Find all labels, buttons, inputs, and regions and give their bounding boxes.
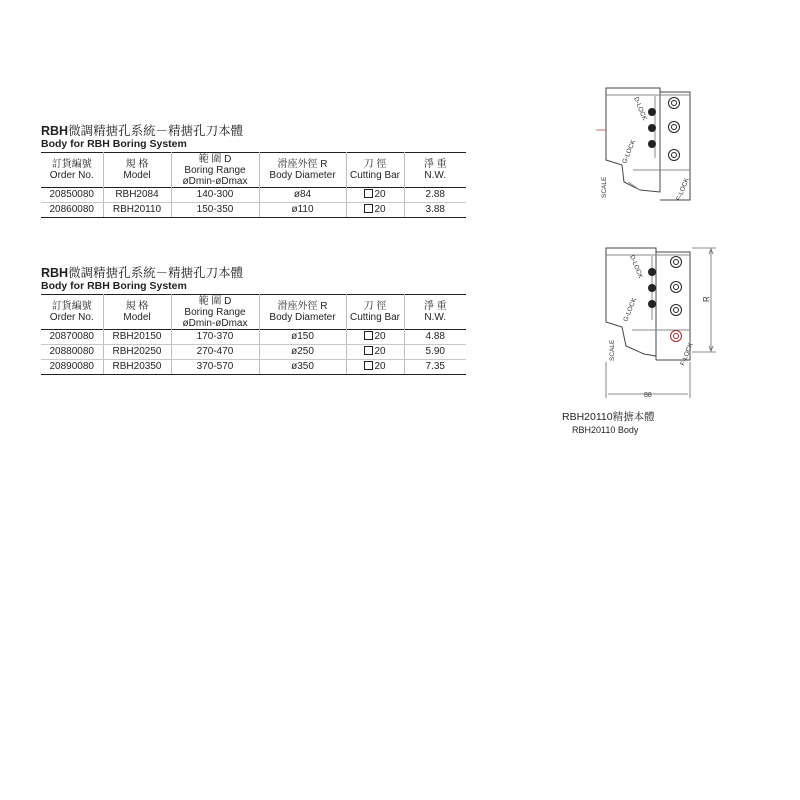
section-title: RBH微調精搪孔系統－精搪孔刀本體 [41, 266, 244, 280]
weight-cell: 3.88 [404, 203, 466, 218]
order-no-cell: 20880080 [41, 345, 103, 360]
scale-label: SCALE [601, 176, 608, 198]
model-cell: RBH20110 [103, 203, 171, 218]
header-cutting-bar: 刀 徑 Cutting Bar [346, 153, 404, 188]
model-cell: RBH20150 [103, 330, 171, 345]
cutting-bar-cell: 20 [346, 360, 404, 375]
header-model: 規 格 Model [103, 153, 171, 188]
header-cutting-bar: 刀 徑 Cutting Bar [346, 295, 404, 330]
order-no-cell: 20870080 [41, 330, 103, 345]
d-lock-label: D-LOCK [632, 96, 648, 122]
range-cell: 140-300 [171, 188, 259, 203]
order-no-cell: 20860080 [41, 203, 103, 218]
header-model: 規 格 Model [103, 295, 171, 330]
weight-cell: 5.90 [404, 345, 466, 360]
section-title: RBH微調精搪孔系統－精搪孔刀本體 [41, 124, 244, 138]
range-cell: 370-570 [171, 360, 259, 375]
d-lock-label: D-LOCK [628, 254, 644, 280]
cutting-bar-cell: 20 [346, 188, 404, 203]
order-no-cell: 20890080 [41, 360, 103, 375]
drawing-caption-zh: RBH20110精搪本體 [562, 411, 655, 423]
range-cell: 170-370 [171, 330, 259, 345]
r-dimension-label: R [702, 296, 711, 302]
order-no-cell: 20850080 [41, 188, 103, 203]
f-lock-label: F-LOCK [679, 342, 695, 367]
weight-cell: 2.88 [404, 188, 466, 203]
section-subtitle: Body for RBH Boring System [41, 138, 187, 150]
dimension-88-label: 88 [644, 392, 652, 399]
header-body-diameter: 滑座外徑 R Body Diameter [259, 295, 346, 330]
section-subtitle: Body for RBH Boring System [41, 280, 187, 292]
header-net-weight: 淨 重 N.W. [404, 295, 466, 330]
header-order-no: 訂貨編號 Order No. [49, 159, 94, 181]
model-cell: RBH20250 [103, 345, 171, 360]
header-boring-range: 範 圍 D Boring Range øDmin-øDmax [171, 153, 259, 188]
diameter-cell: ø350 [259, 360, 346, 375]
drawing-bottom [606, 248, 716, 398]
model-cell: RBH2084 [103, 188, 171, 203]
diameter-cell: ø250 [259, 345, 346, 360]
model-cell: RBH20350 [103, 360, 171, 375]
g-lock-label: G-LOCK [621, 139, 638, 165]
cutting-bar-cell: 20 [346, 203, 404, 218]
cutting-bar-cell: 20 [346, 345, 404, 360]
weight-cell: 4.88 [404, 330, 466, 345]
diameter-cell: ø110 [259, 203, 346, 218]
scale-label: SCALE [609, 339, 616, 361]
header-boring-range: 範 圍 D Boring Range øDmin-øDmax [171, 295, 259, 330]
drawing-caption-en: RBH20110 Body [572, 425, 639, 435]
header-body-diameter: 滑座外徑 R Body Diameter [259, 153, 346, 188]
cutting-bar-cell: 20 [346, 330, 404, 345]
f-lock-label: F-LOCK [675, 177, 691, 202]
range-cell: 150-350 [171, 203, 259, 218]
range-cell: 270-470 [171, 345, 259, 360]
g-lock-label: G-LOCK [622, 297, 639, 323]
header-order-no: 訂貨編號 Order No. [49, 301, 94, 323]
weight-cell: 7.35 [404, 360, 466, 375]
diameter-cell: ø150 [259, 330, 346, 345]
diameter-cell: ø84 [259, 188, 346, 203]
header-net-weight: 淨 重 N.W. [404, 153, 466, 188]
